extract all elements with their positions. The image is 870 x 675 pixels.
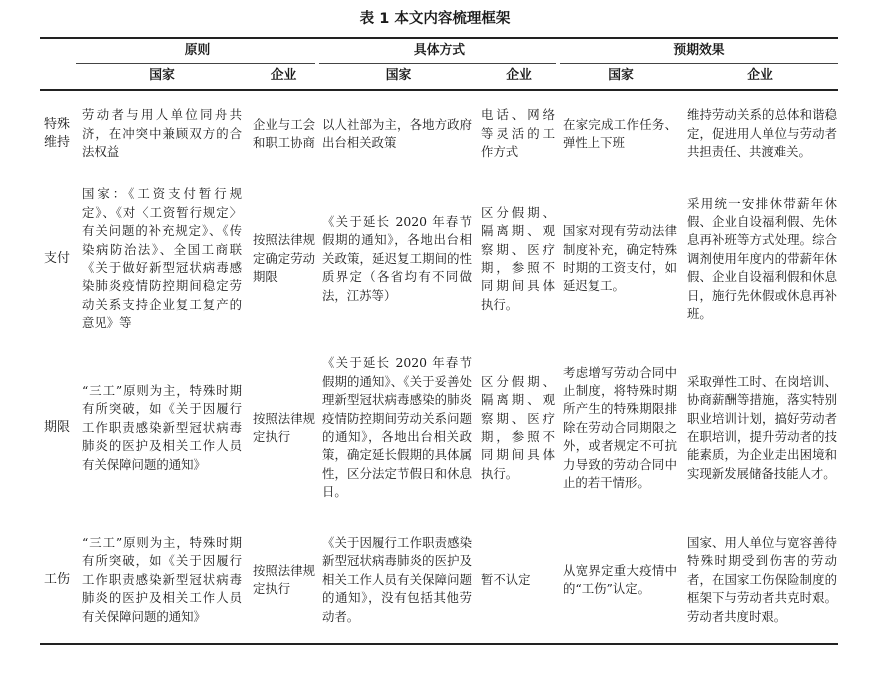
table-cell: 电话、网络等灵活的工作方式 xyxy=(481,107,555,160)
table-cell: 以人社部为主，各地方政府出台相关政策 xyxy=(322,116,472,150)
table-cell: 《关于延长 2020 年春节假期的通知》，各地出台相关政策，延迟复工期间的性质界定（各省均有不同做法，江苏等） xyxy=(322,213,472,303)
table-cell: 劳动者与用人单位同舟共济，在冲突中兼顾双方的合法权益 xyxy=(82,107,242,160)
header-group-principle: 原则 xyxy=(184,42,211,58)
header-col-method-state: 国家 xyxy=(385,68,412,84)
table-cell: 区分假期、隔离期、观察期、医疗期，参照不同期间具体执行。 xyxy=(481,373,555,481)
header-col-effect-enterprise: 企业 xyxy=(747,68,773,84)
table-cell: 在家完成工作任务、弹性上下班 xyxy=(563,116,677,150)
header-group-method: 具体方式 xyxy=(413,42,466,58)
table-cell: 按照法律规定确定劳动期限 xyxy=(253,232,315,285)
table-row-label: 支付 xyxy=(43,250,70,266)
header-col-principle-enterprise: 企业 xyxy=(270,68,297,84)
table-cell: 《关于因履行工作职责感染新型冠状病毒肺炎的医护及相关工作人员有关保障问题的通知》，没有包括其他劳动者。 xyxy=(322,534,472,624)
header-col-method-enterprise: 企业 xyxy=(506,68,532,84)
table-cell: 企业与工会和职工协商 xyxy=(253,116,315,150)
table-cell: 区分假期、隔离期、观察期、医疗期，参照不同期间具体执行。 xyxy=(481,204,555,312)
table-cell: 《关于延长 2020 年春节假期的通知》、《关于妥善处理新型冠状病毒感染的肺炎疫情防控期间劳动关系问题的通知》，各地出台相关政策，确定延长假期的具体属性，区分法定节假日和休息日。 xyxy=(322,355,472,500)
table-row-label: 工伤 xyxy=(43,571,70,587)
header-col-principle-state: 国家 xyxy=(149,68,175,84)
table-row-label: 期限 xyxy=(43,419,70,435)
header-col-effect-state: 国家 xyxy=(608,68,634,84)
table-cell: 维持劳动关系的总体和谐稳定，促进用人单位与劳动者共担责任、共渡难关。 xyxy=(687,107,837,160)
table-cell: 国家、用人单位与宽容善待特殊时期受到伤害的劳动者，在国家工伤保险制度的框架下与劳动者共克时艰。劳动者共度时艰。 xyxy=(687,534,837,624)
table-cell: 采取弹性工时、在岗培训、协商薪酬等措施，落实特别职业培训计划，搞好劳动者在职培训，提升劳动者的技能素质，为企业走出困境和实现新发展储备技能人才。 xyxy=(687,373,837,481)
header-group-effect: 预期效果 xyxy=(673,42,725,58)
table-cell: 国家对现有劳动法律制度补充，确定特殊时期的工资支付，如延迟复工。 xyxy=(563,223,677,294)
table-cell: “三工”原则为主，特殊时期有所突破，如《关于因履行工作职责感染新型冠状病毒肺炎的医护及相关工作人员有关保障问题的通知》 xyxy=(82,382,242,472)
bottom-rule xyxy=(40,643,838,645)
table-cell: 按照法律规定执行 xyxy=(253,410,315,444)
table-caption: 表 1 本文内容梳理框架 xyxy=(359,11,511,27)
table-cell: “三工”原则为主，特殊时期有所突破，如《关于因履行工作职责感染新型冠状病毒肺炎的医护及相关工作人员有关保障问题的通知》 xyxy=(82,534,242,624)
table-row-label: 特殊维持 xyxy=(43,116,70,150)
table-cell: 从宽界定重大疫情中的“工伤”认定。 xyxy=(563,562,677,596)
table-cell: 暂不认定 xyxy=(481,571,531,587)
header-rule xyxy=(40,89,838,91)
table-cell: 按照法律规定执行 xyxy=(253,562,315,596)
table-cell: 采用统一安排休带薪年休假、企业自设福利假、先休息再补班等方式处理。综合调剂使用年度内的带薪年休假、企业自设福利假和休息日，施行先休假或休息再补班。 xyxy=(687,195,837,322)
table-cell: 考虑增写劳动合同中止制度，将特殊时期所产生的特殊期限排除在劳动合同期限之外，或者规定不可抗力导致的劳动合同中止的若干情形。 xyxy=(563,364,677,491)
table-cell: 国家：《工资支付暂行规定》、《对〈工资暂行规定〉有关问题的补充规定》、《传染病防治法》、全国工商联《关于做好新型冠状病毒感染肺炎疫情防控期间稳定劳动关系支持企业复工复产的意见》等 xyxy=(82,186,242,331)
